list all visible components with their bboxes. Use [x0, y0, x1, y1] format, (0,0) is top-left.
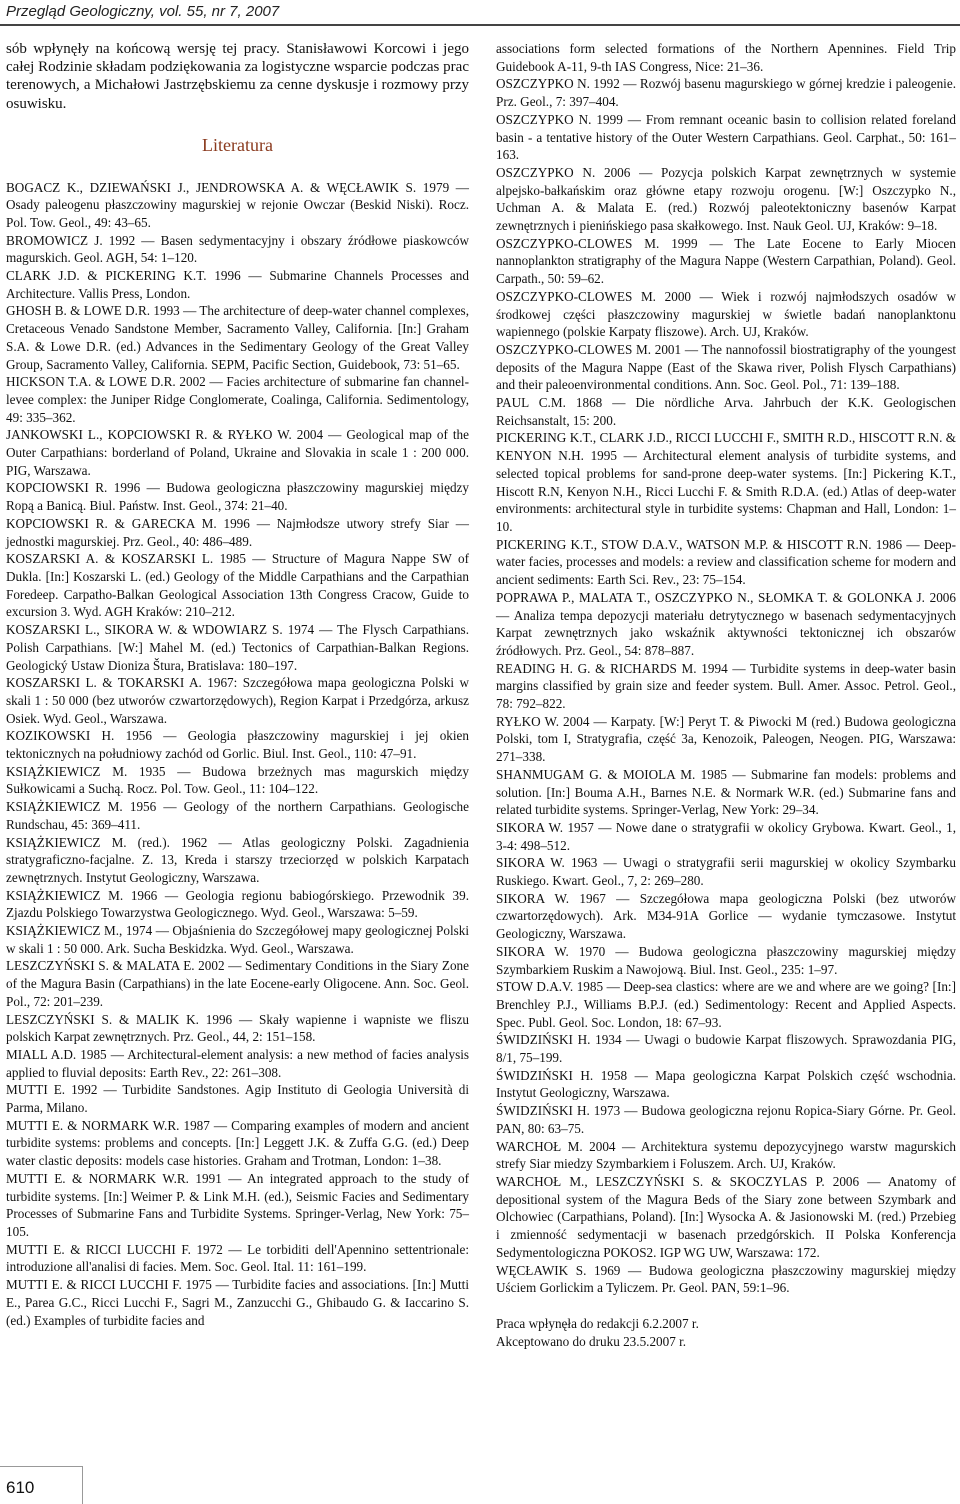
reference-entry: MUTTI E. & RICCI LUCCHI F. 1975 — Turbidite facies and associations. [In:] Mutti E., Parea G.C., Ricci Lucchi F., Sagri M., Zanzucchi G., Ghibaudo G. & Iaccarino S. (ed.) Examples of turbidite facies and: [6, 1277, 469, 1328]
reference-entry: CLARK J.D. & PICKERING K.T. 1996 — Submarine Channels Processes and Architecture. Vallis Press, London.: [6, 268, 469, 301]
reference-entry: MUTTI E. 1992 — Turbidite Sandstones. Agip Instituto di Geologia Università di Parma, Milano.: [6, 1082, 469, 1116]
reference-entry: ŚWIDZIŃSKI H. 1973 — Budowa geologiczna rejonu Ropica-Siary Górne. Pr. Geol. PAN, 80: 63–75.: [496, 1103, 956, 1136]
reference-entry: WARCHOŁ M. 2004 — Architektura systemu depozycyjnego warstw magurskich strefy Siar miedzy Szymbarkiem i Foluszem. Arch. UJ, Kraków.: [496, 1138, 956, 1172]
reference-entry: PICKERING K.T., CLARK J.D., RICCI LUCCHI F., SMITH R.D., HISCOTT R.N. & KENYON N.H. 1995 — Architectural element analysis of turbidite systems, and selected topical problems for sand-prone deep-water systems. [In:] Pickering K.T., Hiscott R.N, Kenyon N.H., Ricci Lucchi F. & Smith R.D.A. (ed.) Atlas of deep-water environments: architectural style in turbidite systems: Chapman and Hall, London: 1–10.: [496, 430, 956, 534]
reference-entry: SIKORA W. 1970 — Budowa geologiczna płaszczowiny magurskiej między Szymbarkiem Ruskim a Nawojową. Biul. Inst. Geol., 235: 1–97.: [496, 943, 956, 977]
journal-title: Przegląd Geologiczny, vol. 55, nr 7, 2007: [6, 3, 280, 20]
intro-paragraph: sób wpłynęły na końcową wersję tej pracy. Stanisławowi Korcowi i jego całej Rodzinie składam podziękowania za logistyczne wsparcie podczas prac terenowych, a Michałowi Jastrzębskiemu za cenne dyskusje i rozmowy przy osuwisku.: [6, 41, 469, 112]
reference-entry: KSIĄŻKIEWICZ M. 1956 — Geology of the northern Carpathians. Geologische Rundschau, 45: 369–411.: [6, 799, 469, 832]
reference-entry: WĘCŁAWIK S. 1969 — Budowa geologiczna płaszczowiny magurskiej między Uściem Gorlickim a Tyliczem. Pr. Geol. PAN, 59:1–96.: [496, 1262, 956, 1296]
reference-entry: HICKSON T.A. & LOWE D.R. 2002 — Facies architecture of submarine fan channel-levee complex: the Juniper Ridge Conglomerate, Coalinga, California. Sedimentology, 49: 335–362.: [6, 374, 469, 425]
reference-list-right: [496, 40, 956, 1297]
reference-entry: SIKORA W. 1967 — Szczegółowa mapa geologiczna Polski (bez utworów czwartorzędowych). Ark. M34-91A Gorlice — wydanie tymczasowe. Instytut Geologiczny, Warszawa.: [496, 890, 956, 942]
reference-entry: KSIĄŻKIEWICZ M., 1974 — Objaśnienia do Szczegółowej mapy geologicznej Polski w skali 1 : 50 000. Ark. Sucha Beskidzka. Wyd. Geol., Warszawa.: [6, 923, 469, 956]
reference-list-left: [6, 179, 469, 1330]
reference-entry: LESZCZYŃSKI S. & MALIK K. 1996 — Skały wapienne i wapniste we fliszu polskich Karpat zewnętrznych. Prz. Geol., 44, 2: 151–158.: [6, 1011, 469, 1045]
reference-entry: OSZCZYPKO-CLOWES M. 1999 — The Late Eocene to Early Miocen nannoplankton stratigraphy of the Magura Nappe (Western Carpathian, Poland). Geol. Carpath., 50: 59–62.: [496, 235, 956, 287]
reference-entry: OSZCZYPKO N. 1992 — Rozwój basenu magurskiego w górnej kredzie i paleogenie. Prz. Geol., 7: 397–404.: [496, 76, 956, 110]
received-date: Praca wpłynęła do redakcji 6.2.2007 r.: [496, 1315, 699, 1331]
header-rule: [0, 24, 960, 26]
reference-entry: OSZCZYPKO-CLOWES M. 2000 — Wiek i rozwój najmłodszych osadów w środkowej części płaszczowiny magurskiej w świetle badań nanoplanktonu wapiennego (polskie Karpaty fliszowe). Arch. UJ, Kraków.: [496, 288, 956, 340]
right-column: [496, 40, 956, 1351]
reference-entry: MUTTI E. & NORMARK W.R. 1991 — An integrated approach to the study of turbidite systems. [In:] Weimer P. & Link M.H. (ed.), Seismic Facies and Sedimentary Processes of Submarine Fans and Turbidite Systems. Springer-Verlag, New York: 75–105.: [6, 1170, 469, 1239]
reference-entry: OSZCZYPKO N. 1999 — From remnant oceanic basin to collision related foreland basin - a tentative history of the Outer Western Carpathians. Geol. Carphat., 50: 161–163.: [496, 111, 956, 163]
reference-entry: SHANMUGAM G. & MOIOLA M. 1985 — Submarine fan models: problems and solution. [In:] Bouma A.H., Barnes N.E. & Normark W.R. (ed.) Submarine fans and related turbidite systems. Springer-Verlag, New York: 29–34.: [496, 766, 956, 818]
left-column: [6, 40, 469, 1329]
reference-entry: READING H. G. & RICHARDS M. 1994 — Turbidite systems in deep-water basin margins classified by grain size and feeder system. Bull. Amer. Assoc. Petrol. Geol., 78: 792–822.: [496, 660, 956, 712]
reference-entry: KSIĄŻKIEWICZ M. 1935 — Budowa brzeżnych mas magurskich między Sułkowicami a Suchą. Rocz. Pol. Tow. Geol., 11: 104–122.: [6, 763, 469, 797]
reference-entry: GHOSH B. & LOWE D.R. 1993 — The architecture of deep-water channel complexes, Cretaceous Venado Sandstone Member, Sacramento Valley, California. [In:] Graham S.A. & Lowe D.R. (ed.) Advances in the Sedimentary Geology of the Great Valley Group, Sacramento Valley, California. SEPM, Pacific Section, Guidebook, 73: 51–65.: [6, 303, 469, 372]
reference-entry: STOW D.A.V. 1985 — Deep-sea clastics: where are we and where are we going? [In:] Brenchley P.J., Williams B.P.J. (ed.) Sedimentology: Recent and Applied Aspects. Spec. Publ. Geol. Soc. London, 18: 67–93.: [496, 979, 956, 1030]
reference-entry: KOZIKOWSKI H. 1956 — Geologia płaszczowiny magurskiej i jej okien tektonicznych na południowy zachód od Gorlic. Biul. Inst. Geol., 110: 47–91.: [6, 728, 469, 762]
accepted-date: Akceptowano do druku 23.5.2007 r.: [496, 1333, 687, 1349]
reference-entry: KOSZARSKI L. & TOKARSKI A. 1967: Szczegółowa mapa geologiczna Polski w skali 1 : 50 000 (bez utworów czwartorzędowych), Region Karpat i Przedgórza, arkusz Osiek. Wyd. Geol., Warszawa.: [6, 675, 469, 726]
reference-entry: SIKORA W. 1963 — Uwagi o stratygrafii serii magurskiej w okolicy Szymbarku Ruskiego. Kwart. Geol., 7, 2: 269–280.: [496, 855, 956, 889]
reference-entry: KSIĄŻKIEWICZ M. 1966 — Geologia regionu babiogórskiego. Przewodnik 39. Zjazdu Polskiego Towarzystwa Geologicznego. Wyd. Geol., Warszawa: 5–59.: [6, 887, 469, 921]
manuscript-dates: [496, 1315, 956, 1351]
reference-entry: KOPCIOWSKI R. & GARECKA M. 1996 — Najmłodsze utwory strefy Siar — jednostki magurskiej. Prz. Geol., 40: 486–489.: [6, 515, 469, 549]
reference-entry: OSZCZYPKO N. 2006 — Pozycja polskich Karpat zewnętrznych w systemie alpejsko-bałkańskim oraz główne etapy rozwoju orogenu. [W:] Oszczypko N., Uchman A. & Malata E. (red.) Rozwój paleotektoniczny basenów Karpat zewnętrznych i pienińskiego pasa skałkowego. Inst. Nauk Geol. UJ, Kraków: 9–18.: [496, 164, 956, 234]
reference-entry: SIKORA W. 1957 — Nowe dane o stratygrafii w okolicy Grybowa. Kwart. Geol., 1, 3-4: 498–512.: [496, 819, 956, 853]
reference-entry: JANKOWSKI L., KOPCIOWSKI R. & RYŁKO W. 2004 — Geological map of the Outer Carpathians: borderland of Poland, Ukraine and Slovakia in scale 1 : 200 000. PIG, Warszawa.: [6, 427, 469, 478]
reference-entry: PICKERING K.T., STOW D.A.V., WATSON M.P. & HISCOTT R.N. 1986 — Deep-water facies, processes and models: a review and classification scheme for modern and ancient sediments: Earth Sci. Rev., 23: 75–154.: [496, 536, 956, 588]
section-title: Literatura: [202, 134, 273, 155]
reference-entry: POPRAWA P., MALATA T., OSZCZYPKO N., SŁOMKA T. & GOLONKA J. 2006 — Analiza tempa depozycji materiału detrytycznego w basenach sedymentacyjnych Karpat zewnętrznych jako wskaźnik aktywności tektonicznej ich obszarów źródłowych. Prz. Geol., 54: 878–887.: [496, 589, 956, 658]
reference-entry: MUTTI E. & NORMARK W.R. 1987 — Comparing examples of modern and ancient turbidite systems: problems and concepts. [In:] Leggett J.K. & Zuffa G.G. (ed.) Deep water clastic deposits: models case histories. Graham and Trotman, London: 1–38.: [6, 1117, 469, 1169]
reference-entry: PAUL C.M. 1868 — Die nördliche Arva. Jahrbuch der K.K. Geologischen Reichsanstalt, 15: 200.: [496, 395, 956, 428]
reference-entry: ŚWIDZIŃSKI H. 1934 — Uwagi o budowie Karpat fliszowych. Sprawozdania PIG, 8/1, 75–199.: [496, 1032, 956, 1066]
reference-entry: BOGACZ K., DZIEWAŃSKI J., JENDROWSKA A. & WĘCŁAWIK S. 1979 — Osady paleogenu płaszczowiny magurskiej w rejonie Owczar (Beskid Niski). Rocz. Pol. Tow. Geol., 49: 43–65.: [6, 179, 469, 230]
reference-entry: WARCHOŁ M., LESZCZYŃSKI S. & SKOCZYLAS P. 2006 — Anatomy of depositional system of the Magura Beds of the Siary zone between Szymbark and Olchowiec (Carpathians, Poland). [In:] Wysocka A. & Jasionowski M. (red.) Przebieg i zmienność sedymentacji w basenach przedgórskich. II Polska Konferencja Sedymentologiczna POKOS2. IGP WG UW, Warszawa: 172.: [496, 1174, 956, 1260]
reference-entry: KSIĄŻKIEWICZ M. (red.). 1962 — Atlas geologiczny Polski. Zagadnienia stratygraficzno-facjalne. Z. 13, Kreda i starszy trzeciorzęd w polskich Karpatach zewnętrznych. Instytut Geologiczny, Warszawa.: [6, 834, 469, 885]
reference-entry: KOPCIOWSKI R. 1996 — Budowa geologiczna płaszczowiny magurskiej między Ropą a Banicą. Biul. Państw. Inst. Geol., 374: 21–40.: [6, 480, 469, 514]
reference-entry: BROMOWICZ J. 1992 — Basen sedymentacyjny i obszary źródłowe piaskowców magurskich. Geol. AGH, 54: 1–120.: [6, 232, 469, 266]
page-header: [0, 0, 960, 30]
reference-entry: LESZCZYŃSKI S. & MALATA E. 2002 — Sedimentary Conditions in the Siary Zone of the Magura Basin (Carpathians) in the late Eocene-early Oligocene. Ann. Soc. Geol. Pol., 72: 201–239.: [6, 958, 469, 1009]
reference-entry: MIALL A.D. 1985 — Architectural-element analysis: a new method of facies analysis applied to fluvial deposits: Earth Rev., 22: 261–308.: [6, 1046, 469, 1080]
page-number: 610: [6, 1478, 35, 1497]
reference-entry: RYŁKO W. 2004 — Karpaty. [W:] Peryt T. & Piwocki M (red.) Budowa geologiczna Polski, tom I, Stratygrafia, część 3a, Kenozoik, Paleogen, Neogen. PIG, Warszawa: 271–338.: [496, 713, 956, 765]
reference-entry: KOSZARSKI L., SIKORA W. & WDOWIARZ S. 1974 — The Flysch Carpathians. Polish Carpathians. [W:] Mahel M. (ed.) Tectonics of Carpathian-Balkan Regions. Geologický Ustaw Dioniza Štura, Bratislava: 180–197.: [6, 622, 469, 673]
reference-entry: MUTTI E. & RICCI LUCCHI F. 1972 — Le torbiditi dell'Apennino settentrionale: introduzione all'analisi di facies. Mem. Soc. Geol. Ital. 11: 161–199.: [6, 1241, 469, 1275]
reference-entry: associations form selected formations of the Northern Apennines. Field Trip Guidebook A-11, 9-th IAS Congress, Nice: 21–36.: [496, 41, 956, 74]
reference-entry: KOSZARSKI A. & KOSZARSKI L. 1985 — Structure of Magura Nappe SW of Dukla. [In:] Koszarski L. (ed.) Geology of the Middle Carpathians and the Carpathian Foredeep. Carpatho-Balkan Geological Association 13th Congress Cracow, Guide to excursion 3. Wyd. AGH Kraków: 210–212.: [6, 551, 469, 620]
reference-entry: ŚWIDZIŃSKI H. 1958 — Mapa geologiczna Karpat Polskich część wschodnia. Instytut Geologiczny, Warszawa.: [496, 1067, 956, 1101]
reference-entry: OSZCZYPKO-CLOWES M. 2001 — The nannofossil biostratigraphy of the youngest deposits of the Magura Nappe (East of the Skawa river, Polish Flysch Carpathians) and their paleoenvironmental conditions. Ann. Soc. Geol. Pol., 71: 139–188.: [496, 341, 956, 393]
